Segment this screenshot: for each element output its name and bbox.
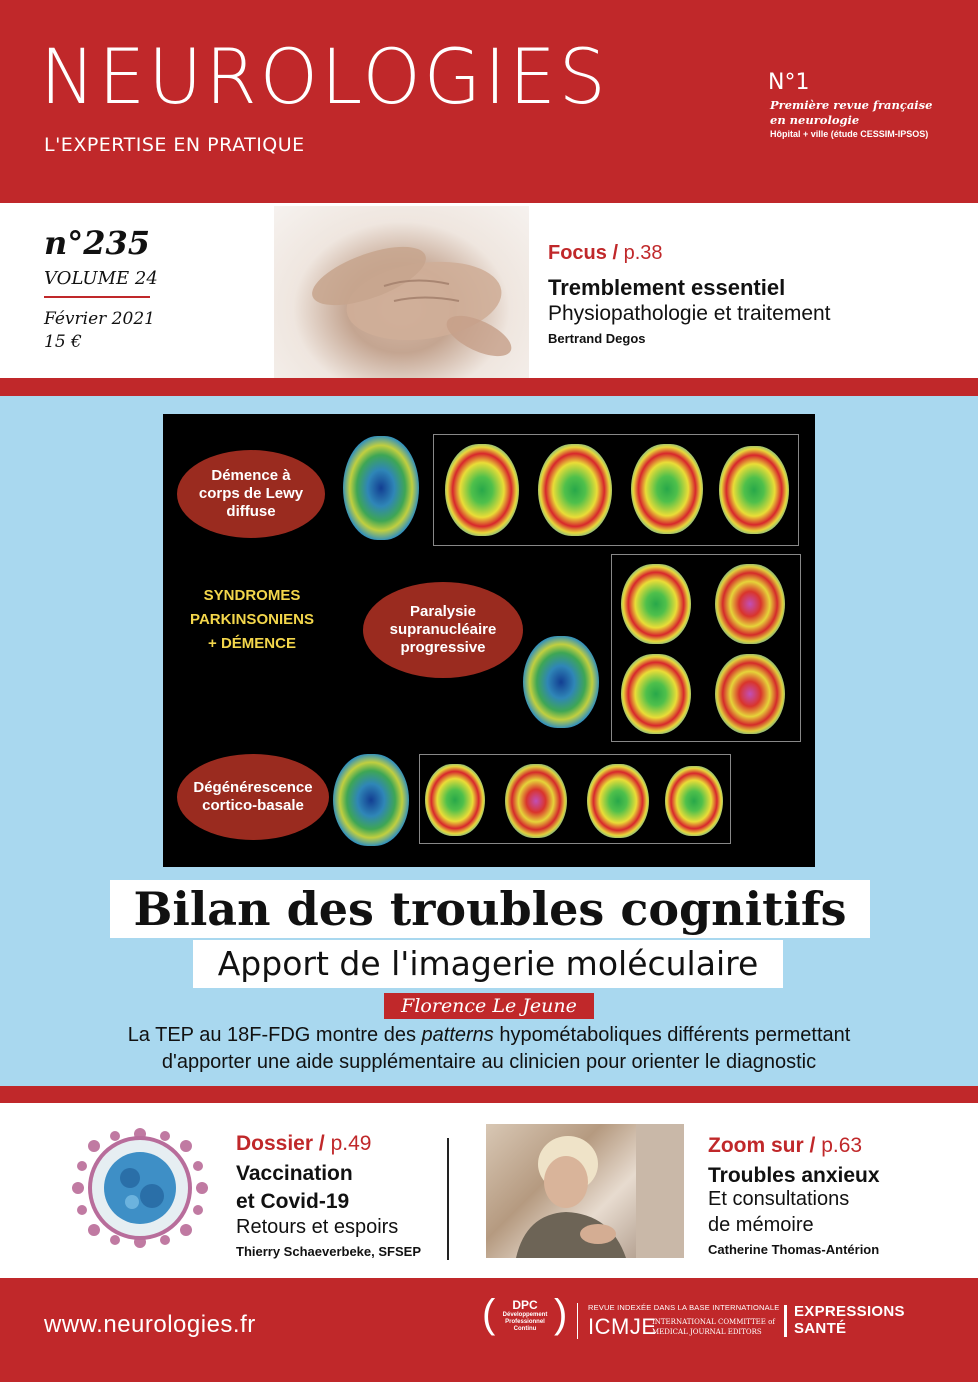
journal-title: NEUROLOGIES	[40, 32, 609, 122]
label-psp-oval	[363, 582, 523, 678]
cover-title: Bilan des troubles cognitifs	[133, 882, 847, 936]
brain-scan-cbd-sagittal	[333, 754, 409, 846]
feature-divider	[447, 1138, 449, 1260]
focus-kicker	[548, 242, 663, 265]
brain-scan	[621, 564, 691, 644]
zoom-subtitle-line1: Et consultations	[708, 1188, 850, 1210]
label-cbd: Dégénérescence cortico-basale	[193, 779, 313, 814]
label-cbd-oval	[177, 754, 329, 840]
zoom-kicker	[708, 1134, 862, 1158]
focus-subtitle: Physiopathologie et traitement	[548, 302, 831, 325]
issue-volume: VOLUME 24	[44, 268, 158, 289]
dpc-line1: Développement	[502, 1312, 548, 1318]
dpc-title: DPC	[512, 1298, 538, 1312]
cover-lead-line1	[60, 1022, 918, 1049]
dpc-paren-left: (	[482, 1292, 496, 1336]
journal-tagline: L'EXPERTISE EN PRATIQUE	[44, 134, 305, 156]
brain-scan-lewy-sagittal	[343, 436, 419, 540]
issue-divider	[44, 296, 150, 298]
focus-page: p.38	[623, 242, 663, 264]
dpc-logo	[482, 1292, 568, 1338]
brain-scan	[505, 764, 567, 838]
rank-text-line1: Première revue française	[770, 98, 933, 112]
publisher-line1: EXPRESSIONS	[794, 1303, 905, 1320]
dpc-line2: Professionnel	[505, 1319, 545, 1325]
focus-label: Focus /	[548, 242, 619, 264]
brain-scan	[715, 564, 785, 644]
dpc-line3: Continu	[513, 1326, 537, 1332]
label-lewy-oval	[177, 450, 325, 538]
icmje-full-line2: MEDICAL JOURNAL EDITORS	[652, 1328, 762, 1336]
focus-author: Bertrand Degos	[548, 331, 646, 346]
issue-number: n°235	[44, 224, 151, 262]
dossier-title-line2: et Covid-19	[236, 1190, 350, 1213]
icmje-full-line1: INTERNATIONAL COMMITTEE of	[652, 1318, 775, 1326]
zoom-label: Zoom sur /	[708, 1134, 816, 1157]
brain-scan	[665, 766, 723, 836]
brain-scan-psp-sagittal	[523, 636, 599, 728]
brain-scan	[538, 444, 612, 536]
icmje-logo: ICMJE	[588, 1314, 657, 1339]
issue-price: 15 €	[44, 332, 82, 352]
cover-author: Florence Le Jeune	[384, 993, 594, 1019]
coronavirus-illustration	[70, 1126, 210, 1250]
dpc-paren-right: )	[554, 1292, 568, 1336]
rank-source: Hôpital + ville (étude CESSIM-IPSOS)	[770, 129, 929, 139]
tremor-hands-photo	[274, 206, 529, 378]
rank-text-line2: en neurologie	[770, 113, 860, 127]
dossier-title-line1: Vaccination	[236, 1162, 353, 1185]
brain-scan	[621, 654, 691, 734]
dossier-subtitle: Retours et espoirs	[236, 1216, 399, 1238]
label-psp: Paralysie supranucléaire progressive	[389, 603, 497, 656]
consultation-photo	[486, 1124, 684, 1258]
red-strip-bottom	[0, 1086, 978, 1103]
rank-badge: N°1	[768, 70, 810, 95]
focus-title: Tremblement essentiel	[548, 275, 786, 300]
brain-scan	[715, 654, 785, 734]
label-lewy: Démence à corps de Lewy diffuse	[198, 467, 304, 520]
website-link[interactable]: www.neurologies.fr	[44, 1311, 256, 1338]
zoom-subtitle-line2: de mémoire	[708, 1214, 814, 1236]
zoom-title: Troubles anxieux	[708, 1164, 880, 1187]
brain-scan	[719, 446, 789, 534]
zoom-author: Catherine Thomas-Antérion	[708, 1242, 880, 1257]
brain-scan	[631, 444, 703, 534]
cover-lead	[60, 1022, 918, 1076]
icmje-label: REVUE INDEXÉE DANS LA BASE INTERNATIONALE	[588, 1303, 780, 1312]
red-strip-top	[0, 378, 978, 396]
dossier-kicker	[236, 1132, 371, 1156]
lead-text: hypométaboliques différents permettant	[493, 1024, 851, 1046]
footer-separator	[577, 1303, 578, 1339]
dossier-label: Dossier /	[236, 1132, 325, 1155]
cover-lead-line2: d'apporter une aide supplémentaire au clinicien pour orienter le diagnostic	[161, 1051, 817, 1073]
zoom-page: p.63	[821, 1134, 863, 1157]
label-syndromes: SYNDROMES PARKINSONIENS + DÉMENCE	[190, 587, 314, 652]
issue-date: Février 2021	[44, 309, 155, 329]
brain-scan	[587, 764, 649, 838]
pet-scan-figure	[163, 414, 815, 867]
brain-scan	[425, 764, 485, 836]
publisher-bar	[784, 1305, 787, 1337]
publisher-line2: SANTÉ	[794, 1320, 847, 1337]
cover-subtitle: Apport de l'imagerie moléculaire	[217, 944, 759, 983]
brain-scan	[445, 444, 519, 536]
lead-text: La TEP au 18F-FDG montre des	[127, 1024, 422, 1046]
lead-emphasis: patterns	[421, 1024, 494, 1046]
dossier-page: p.49	[330, 1132, 372, 1155]
dossier-author: Thierry Schaeverbeke, SFSEP	[236, 1244, 421, 1259]
